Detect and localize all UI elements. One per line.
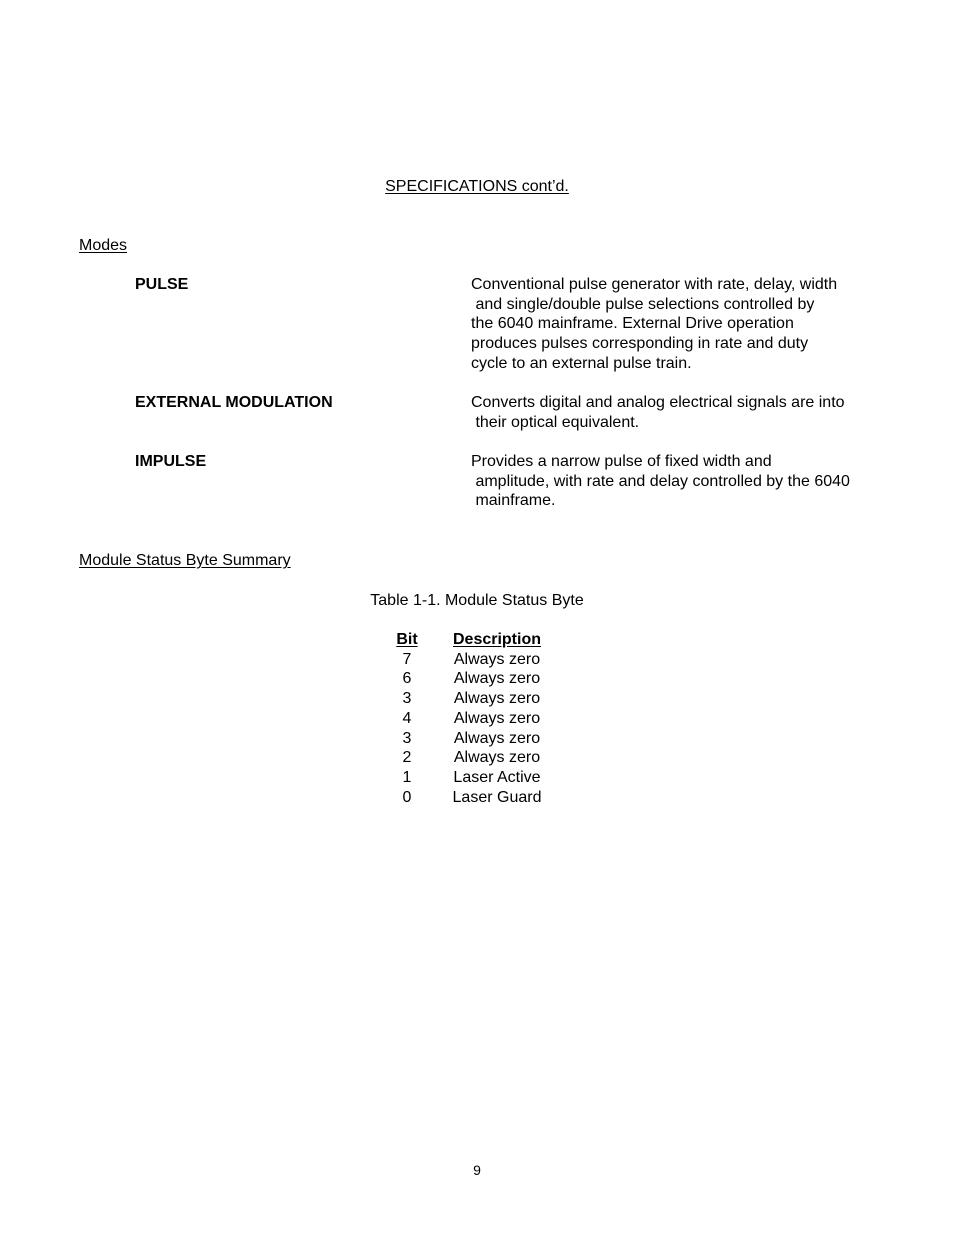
description-cell: Always zero [453, 749, 541, 767]
mode-name-impulse: IMPULSE [135, 453, 207, 470]
description-cell: Laser Active [453, 768, 541, 786]
description-cell: Always zero [453, 670, 541, 688]
table-row [392, 669, 552, 689]
description-line: Conventional pulse generator with rate, delay, width [471, 276, 838, 293]
bit-cell: 4 [402, 709, 412, 727]
modes-heading: Modes [79, 237, 128, 254]
bit-cell: 3 [402, 690, 412, 708]
bit-cell: 1 [402, 768, 412, 786]
mode-name-pulse: PULSE [135, 276, 189, 293]
description-cell: Always zero [453, 650, 541, 668]
mode-description-impulse [471, 452, 850, 511]
description-line: amplitude, with rate and delay controlled by the 6040 [471, 472, 850, 490]
page-number: 9 [473, 1162, 481, 1178]
description-line: their optical equivalent. [471, 413, 640, 431]
description-cell: Laser Guard [452, 788, 542, 806]
table-caption: Table 1-1. Module Status Byte [370, 592, 584, 609]
table-body [392, 650, 552, 808]
bit-cell: 0 [402, 788, 412, 806]
description-cell: Always zero [453, 690, 541, 708]
table-row [392, 768, 552, 788]
bit-cell: 3 [402, 729, 412, 747]
page-title: SPECIFICATIONS cont’d. [385, 178, 569, 195]
bit-cell: 7 [402, 650, 412, 668]
description-line: Provides a narrow pulse of fixed width and [471, 453, 772, 470]
column-header-description: Description [452, 631, 541, 648]
table-row [392, 729, 552, 749]
description-line: mainframe. [471, 492, 556, 510]
description-line: and single/double pulse selections controlled by [471, 295, 815, 313]
mode-name-external-modulation: EXTERNAL MODULATION [135, 394, 333, 411]
mode-description-pulse [471, 275, 837, 374]
table-row [392, 748, 552, 768]
status-byte-heading: Module Status Byte Summary [79, 552, 291, 569]
mode-description-external-modulation [471, 393, 845, 432]
description-line: the 6040 mainframe. External Drive operation [471, 315, 794, 333]
bit-cell: 6 [402, 670, 412, 688]
bit-cell: 2 [402, 749, 412, 767]
description-cell: Always zero [453, 729, 541, 747]
table-row [392, 788, 552, 808]
description-cell: Always zero [453, 709, 541, 727]
table-row [392, 689, 552, 709]
description-line: produces pulses corresponding in rate and duty [471, 335, 809, 353]
table-row [392, 650, 552, 670]
status-byte-table [392, 630, 552, 807]
table-row [392, 709, 552, 729]
table-header-row [392, 630, 552, 650]
column-header-bit: Bit [396, 631, 418, 648]
description-line: Converts digital and analog electrical signals are into [471, 394, 845, 411]
description-line: cycle to an external pulse train. [471, 354, 692, 372]
